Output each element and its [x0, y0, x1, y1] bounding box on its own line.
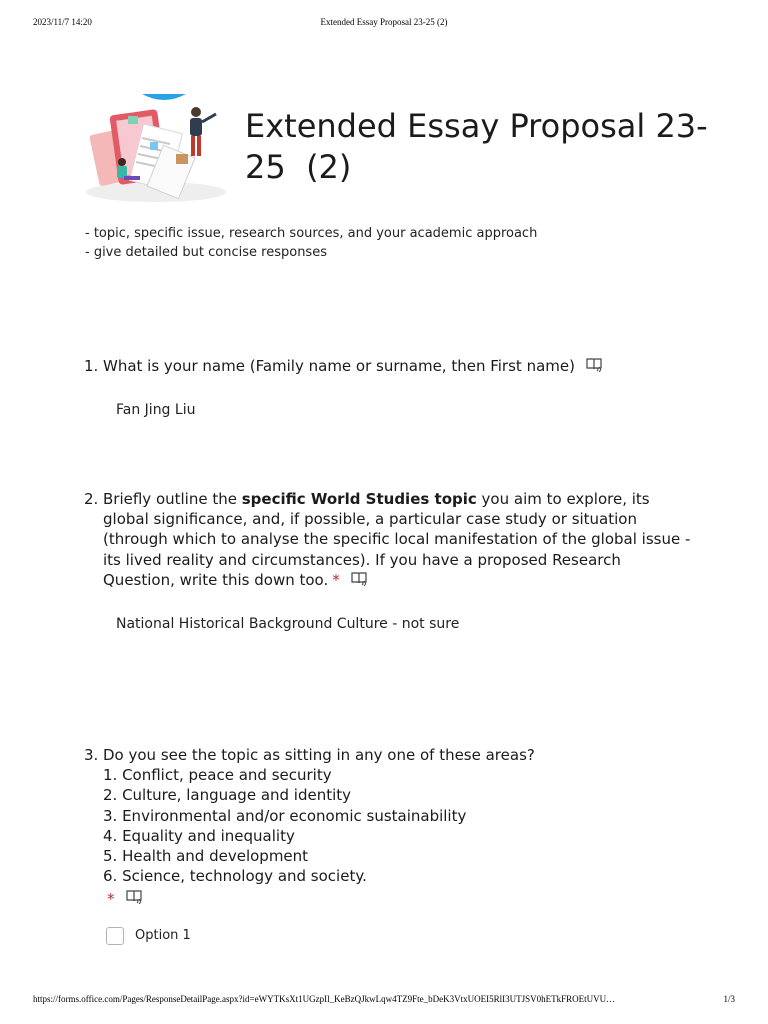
question-text	[103, 489, 693, 591]
question-2-text-end: you aim to explore, its global significance, and, if possible, a particular case study or situation (through which to analyse the specific local manifestation of the global issue - its lived reality and circumstances). If you have a proposed Research Question, write this down too.	[103, 490, 691, 589]
print-header	[0, 17, 768, 29]
question-2-text-bold: specific World Studies topic	[241, 490, 477, 508]
question-text	[103, 356, 693, 377]
description-line: - give detailed but concise responses	[85, 245, 327, 260]
immersive-reader-icon[interactable]	[350, 570, 368, 591]
topic-area-item: 3. Environmental and/or economic sustainability	[103, 806, 467, 825]
required-asterisk: *	[332, 570, 340, 589]
topic-areas-list	[103, 765, 693, 886]
print-doc-title: Extended Essay Proposal 23-25 (2)	[320, 17, 448, 27]
form-description	[85, 224, 537, 262]
question-2	[84, 489, 694, 639]
required-asterisk: *	[107, 889, 115, 908]
question-number: 2.	[84, 490, 99, 508]
question-number: 1.	[84, 357, 99, 375]
question-1	[84, 356, 694, 426]
question-number: 3.	[84, 746, 99, 764]
question-text	[103, 745, 693, 910]
option-1-checkbox[interactable]	[106, 927, 124, 945]
description-line: - topic, specific issue, research sources, and your academic approach	[85, 226, 538, 241]
topic-area-item: 6. Science, technology and society.	[103, 867, 367, 886]
print-page-number: 1/3	[723, 994, 735, 1004]
print-datetime: 2023/11/7 14:20	[33, 17, 92, 27]
form-banner-illustration	[84, 92, 229, 204]
question-1-text: What is your name (Family name or surname, then First name)	[103, 357, 575, 376]
topic-area-item: 1. Conflict, peace and security	[103, 766, 332, 785]
topic-area-item: 4. Equality and inequality	[103, 826, 295, 845]
question-3-text: Do you see the topic as sitting in any one of these areas?	[103, 746, 535, 764]
question-3	[84, 745, 694, 910]
question-2-text-start: Briefly outline the	[103, 490, 242, 508]
topic-area-item: 2. Culture, language and identity	[103, 786, 352, 805]
immersive-reader-icon[interactable]	[585, 356, 603, 377]
answer-text: Fan Jing Liu	[116, 402, 196, 418]
topic-area-item: 5. Health and development	[103, 847, 309, 866]
print-url: https://forms.office.com/Pages/ResponseDetailPage.aspx?id=eWYTKsXt1UGzpIl_KeBzQJkwLqw4TZ9Fte_bDeK3VtxUOEI5RlI3UTJSV0hETkFROEtUVU…	[33, 994, 616, 1004]
print-footer	[0, 994, 768, 1006]
option-1-label: Option 1	[135, 928, 191, 943]
form-title: Extended Essay Proposal 23-25 (2)	[245, 107, 708, 186]
immersive-reader-icon[interactable]	[125, 888, 143, 909]
answer-text: National Historical Background Culture - not sure	[116, 616, 460, 632]
